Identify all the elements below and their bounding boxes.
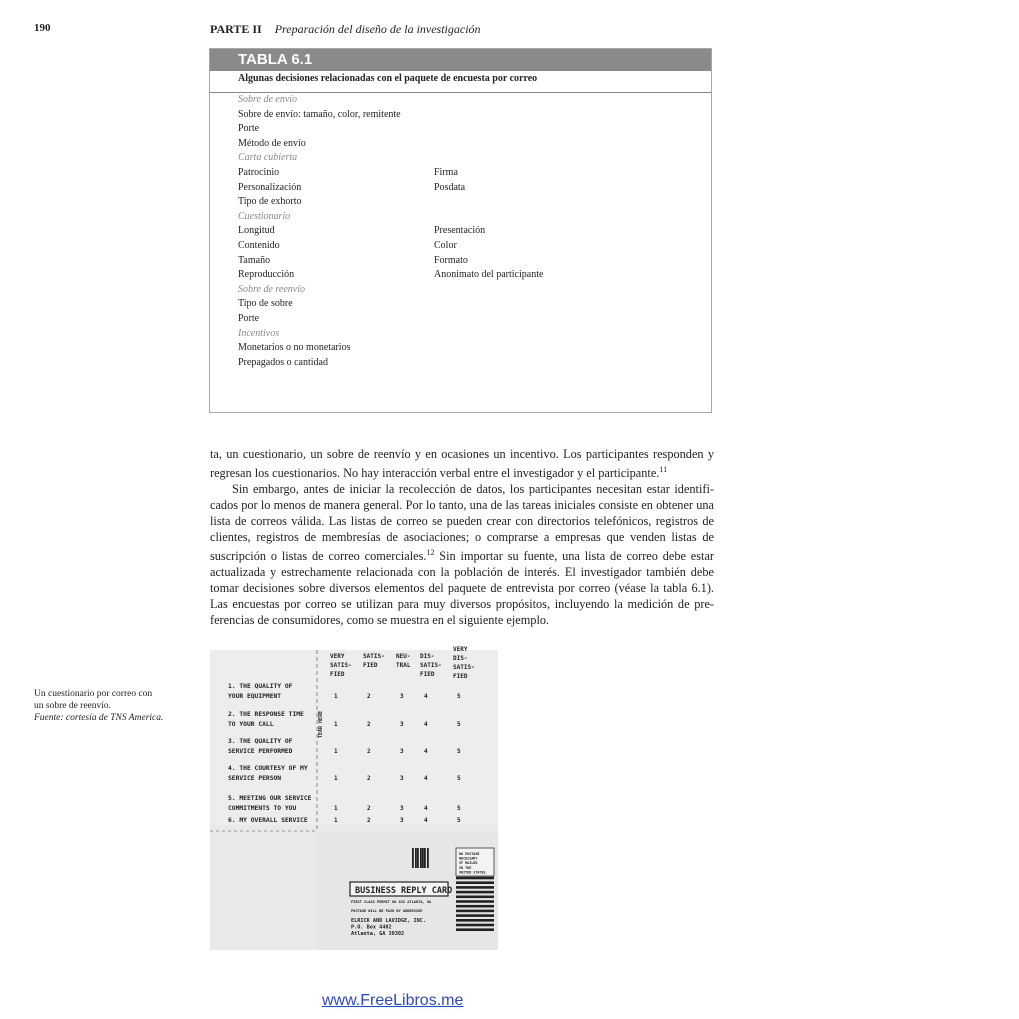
card-column-header: FIED — [363, 662, 378, 669]
card-scale-value: 5 — [457, 805, 461, 812]
table-cell: Firma — [434, 167, 458, 178]
table-row — [238, 342, 350, 354]
fim-bar — [456, 891, 494, 894]
card-question: TO YOUR CALL — [228, 721, 274, 728]
card-column-header: SATIS- — [420, 662, 442, 669]
fim-bar — [456, 877, 494, 880]
card-scale-value: 2 — [367, 817, 371, 824]
card-scale-value: 5 — [457, 817, 461, 824]
reply-address-line: ELRICK AND LAVIDGE, INC. — [351, 918, 426, 924]
card-scale-value: 4 — [424, 775, 428, 782]
footnote-ref-11: 11 — [659, 465, 668, 474]
business-reply-permit: FIRST CLASS PERMIT NO 832 ATLANTA, GA — [351, 900, 432, 904]
card-scale-value: 1 — [334, 721, 338, 728]
postage-text: IN THE — [459, 865, 472, 870]
table-cell: Monetarios o no monetarios — [238, 342, 351, 354]
table-rule — [210, 92, 711, 93]
fim-bar — [456, 910, 494, 913]
card-column-header: SATIS- — [363, 653, 385, 660]
table-cell: Tamaño — [238, 254, 271, 266]
card-scale-value: 2 — [367, 775, 371, 782]
card-column-header: DIS- — [453, 655, 468, 662]
card-scale-value: 3 — [400, 805, 404, 812]
card-scale-value: 1 — [334, 775, 338, 782]
table-cell: Carta cubierta — [238, 152, 298, 164]
table-cell: Sobre de reenvío — [238, 283, 306, 295]
fim-bar — [456, 919, 494, 922]
table-row — [238, 357, 328, 369]
card-question: 2. THE RESPONSE TIME — [228, 711, 304, 718]
card-scale-value: 1 — [334, 693, 338, 700]
card-scale-value: 2 — [367, 721, 371, 728]
barcode-bar — [420, 848, 422, 868]
table-row — [238, 196, 302, 208]
card-scale-value: 5 — [457, 748, 461, 755]
card-question: 5. MEETING OUR SERVICE — [228, 795, 312, 802]
table-cell: Cuestionario — [238, 210, 291, 222]
table-cell: Posdata — [434, 181, 466, 193]
table-row — [238, 269, 544, 281]
barcode-bar — [422, 848, 424, 868]
reply-address-line: P.O. Box 4402 — [351, 924, 392, 931]
table-section-heading — [238, 284, 305, 296]
card-column-header: NEU- — [396, 653, 411, 660]
card-question: SERVICE PERFORMED — [228, 748, 293, 755]
paragraph-2: Sin embargo, antes de iniciar la recolección de datos, los participantes necesitan estar identifi- cados por lo menos de manera general. Por lo tanto, una de las tareas iniciales consiste en obtener una lista de correos válida. Las listas de correo se pueden crear con directorios telefónicos, registros de clientes, registros de membresías de asociaciones; o comprarse a empresas que venden listas de suscripción o listas de correo comerciales.$^{12}$ Sin importar su fuente, una lista de correo debe estar actualizada y estrechamente relacionada con la población de interés. El investigador también debe tomar decisiones sobre diversos elementos del paquete de entrevista por correo (véase la tabla 6.1). Las encuestas por correo se utilizan para muy diversos propósitos, incluyendo la medición de pre- ferencias de consumidores, como se muestra en el siguiente ejemplo. — [210, 482, 714, 628]
table-row — [238, 123, 259, 135]
postage-text: NECESSARY — [459, 856, 478, 861]
paragraph-1: ta, un cuestionario, un sobre de reenvío y en ocasiones un incentivo. Los participantes responden y regresan los cuestionarios. No hay interacción verbal entre el investigador y el participante.$^{11}$ — [210, 447, 714, 481]
fim-bar — [456, 900, 494, 903]
card-scale-value: 3 — [400, 748, 404, 755]
table-cell: Sobre de envío — [238, 94, 298, 105]
table-section-heading — [238, 94, 297, 106]
card-question: COMMITMENTS TO YOU — [228, 805, 297, 812]
card-scale-value: 5 — [457, 775, 461, 782]
barcode-bar — [415, 848, 417, 868]
table-row — [238, 138, 306, 150]
fim-bar — [456, 905, 494, 908]
footer-link[interactable]: www.FreeLibros.me — [322, 992, 464, 1009]
footnote-ref-12: 12 — [426, 548, 435, 558]
table-cell: Prepagados o cantidad — [238, 356, 328, 368]
card-scale-value: 5 — [457, 693, 461, 700]
barcode-bar — [424, 848, 426, 868]
chapter-title: Preparación del diseño de la investigación — [274, 22, 481, 36]
card-column-header: FIED — [453, 673, 468, 680]
table-cell: Método de envío — [238, 137, 306, 149]
reply-card-photo — [210, 646, 498, 950]
table-row — [238, 167, 458, 179]
table-section-heading — [238, 152, 297, 164]
card-column-header: FIED — [420, 671, 435, 678]
card-column-header: DIS- — [420, 653, 435, 660]
card-scale-value: 3 — [400, 817, 404, 824]
business-reply-postage: POSTAGE WILL BE PAID BY ADDRESSEE — [351, 909, 423, 913]
table-cell: Color — [434, 240, 457, 251]
table-row — [238, 298, 293, 310]
table-row — [238, 225, 486, 237]
table-section-heading — [238, 328, 279, 340]
table-cell: Patrocinio — [238, 167, 280, 178]
table-row — [238, 254, 468, 267]
barcode-bar — [417, 848, 419, 868]
card-column-header: VERY — [330, 653, 345, 660]
card-column-header: SATIS- — [330, 662, 352, 669]
table-caption: Algunas decisiones relacionadas con el paquete de encuesta por correo — [238, 73, 538, 84]
barcode-bar — [412, 848, 414, 868]
card-scale-value: 3 — [400, 775, 404, 782]
card-scale-value: 4 — [424, 693, 428, 700]
card-scale-value: 4 — [424, 721, 428, 728]
table-cell: Tipo de exhorto — [238, 196, 302, 208]
fim-bar — [456, 928, 494, 931]
fim-bar — [456, 924, 494, 927]
table-cell: Formato — [434, 254, 468, 266]
card-scale-value: 1 — [334, 805, 338, 812]
card-scale-value: 2 — [367, 805, 371, 812]
card-question: 6. MY OVERALL SERVICE — [228, 817, 308, 824]
card-column-header: VERY — [453, 646, 468, 653]
card-scale-value: 1 — [334, 817, 338, 824]
card-scale-value: 3 — [400, 721, 404, 728]
table-section-heading — [238, 211, 290, 223]
table-cell: Porte — [238, 313, 260, 324]
reply-card-illustration — [210, 646, 498, 950]
table-row — [238, 313, 259, 325]
postage-text: NO POSTAGE — [459, 852, 480, 856]
body-text — [210, 446, 714, 628]
card-column-header: TRAL — [396, 662, 411, 669]
table-cell: Reproducción — [238, 269, 295, 281]
table-cell: Sobre de envío: tamaño, color, remitente — [238, 108, 401, 120]
card-scale-value: 3 — [400, 693, 404, 700]
card-scale-value: 4 — [424, 817, 428, 824]
fim-bar — [456, 886, 494, 889]
card-scale-value: 2 — [367, 748, 371, 755]
table-cell: Personalización — [238, 181, 302, 193]
table-cell: Tipo de sobre — [238, 298, 293, 310]
table-row — [238, 109, 401, 121]
card-question: 1. THE QUALITY OF — [228, 683, 293, 690]
fim-bar — [456, 881, 494, 884]
table-cell: Longitud — [238, 225, 275, 237]
figure-source: Fuente: cortesía de TNS America. — [34, 713, 164, 723]
table-cell: Contenido — [238, 240, 280, 251]
card-question: YOUR EQUIPMENT — [228, 693, 282, 700]
card-scale-value: 4 — [424, 805, 428, 812]
table-6-1 — [209, 48, 712, 413]
page-number: 190 — [34, 22, 51, 34]
business-reply-title: BUSINESS REPLY CARD — [355, 886, 453, 896]
table-cell: Anonimato del participante — [434, 269, 544, 281]
postage-text: UNITED STATES — [459, 870, 486, 875]
figure-caption: Un cuestionario por correo con un sobre de reenvío. Fuente: cortesía de TNS America. — [34, 688, 194, 724]
table-row — [238, 240, 457, 252]
part-label: PARTE II — [210, 22, 262, 36]
card-column-header: SATIS- — [453, 664, 475, 671]
reply-address-line: Atlanta, GA 30302 — [351, 931, 405, 937]
card-scale-value: 5 — [457, 721, 461, 728]
card-question: 4. THE COURTESY OF MY — [228, 765, 308, 772]
card-column-header: FIED — [330, 671, 345, 678]
tear-here-label: TEAR HERE — [318, 710, 324, 738]
table-cell: Incentivos — [238, 327, 280, 339]
postage-text: IF MAILED — [459, 861, 478, 866]
card-scale-value: 1 — [334, 748, 338, 755]
table-row — [238, 181, 466, 194]
card-scale-value: 2 — [367, 693, 371, 700]
fim-bar — [456, 896, 494, 899]
table-cell: Presentación — [434, 225, 486, 237]
card-scale-value: 4 — [424, 748, 428, 755]
card-question: 3. THE QUALITY OF — [228, 738, 293, 745]
running-header — [210, 22, 481, 37]
table-label: TABLA 6.1 — [210, 49, 711, 71]
card-question: SERVICE PERSON — [228, 775, 282, 782]
table-cell: Porte — [238, 123, 260, 135]
barcode-bar — [427, 848, 429, 868]
fim-bar — [456, 914, 494, 917]
